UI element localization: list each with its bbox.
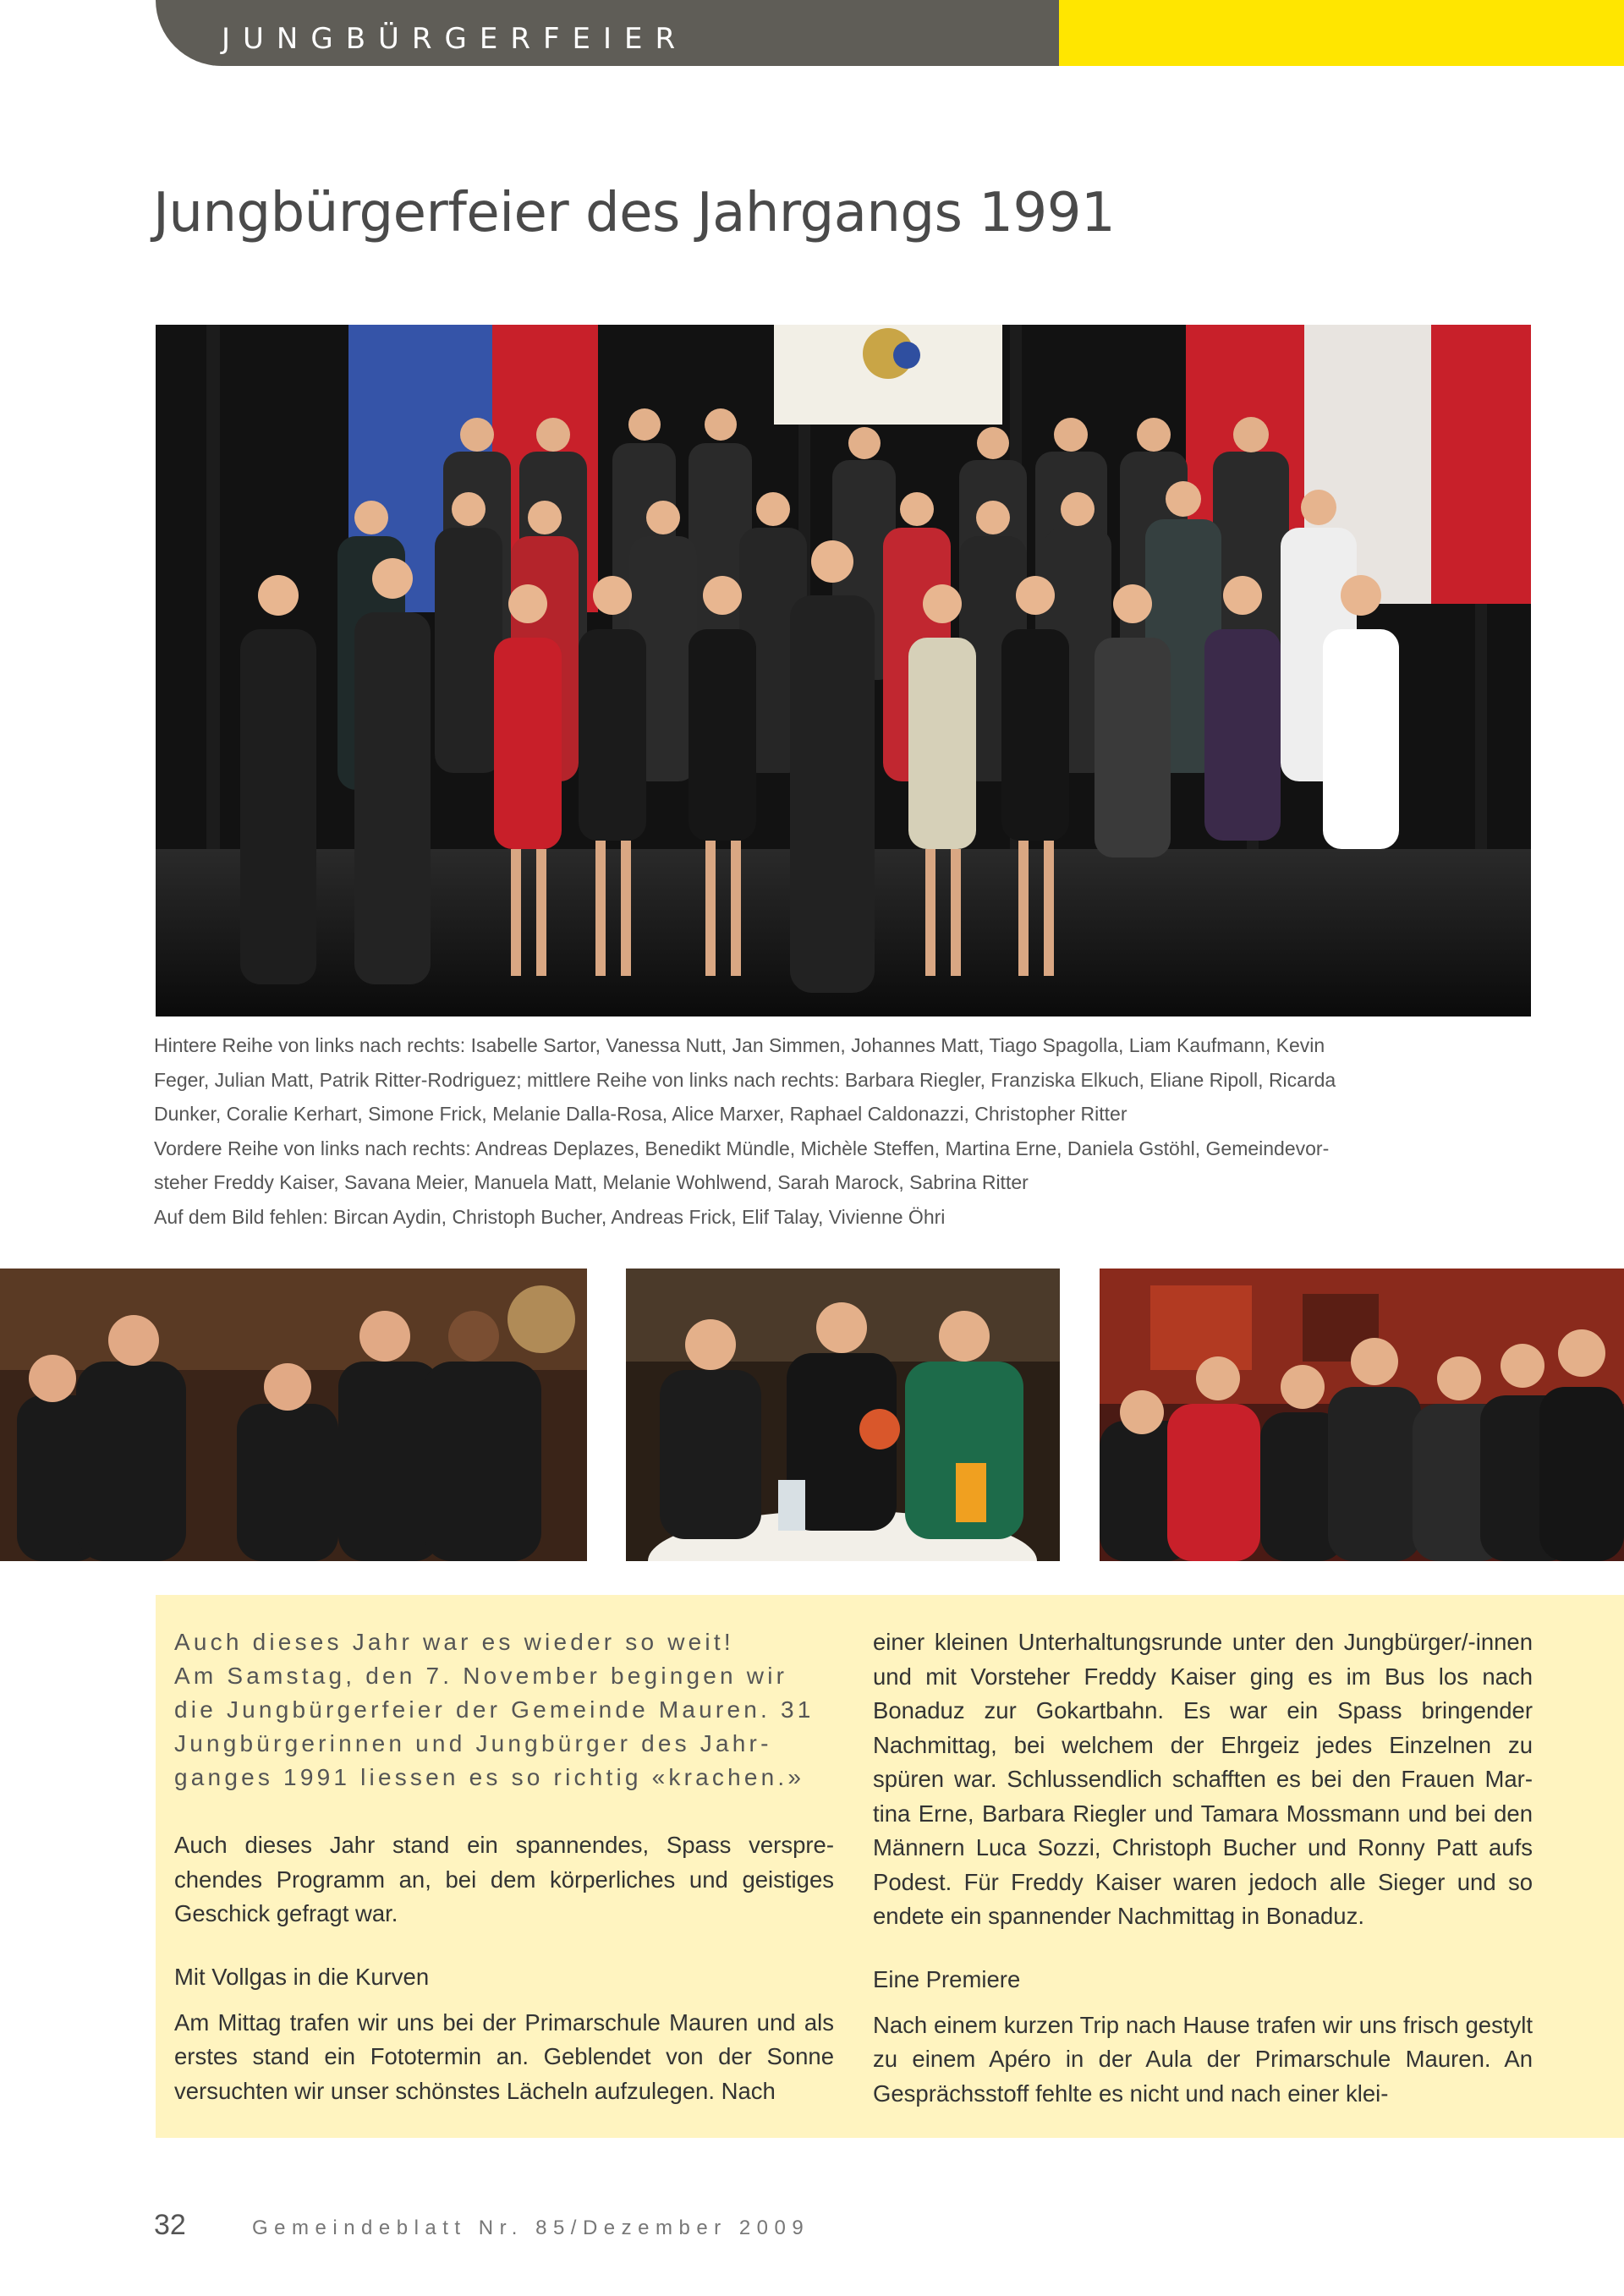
caption-line: steher Freddy Kaiser, Savana Meier, Manuela Matt, Melanie Wohlwend, Sarah Marock, Sabrina Ritter — [154, 1171, 1029, 1193]
event-photo-center — [626, 1269, 1060, 1561]
event-photo-center-illustration — [626, 1269, 1060, 1561]
lead-line: die Jungbürgerfeier der Gemeinde Mauren. 31 — [174, 1696, 815, 1723]
lead-line: Am Samstag, den 7. November begingen wir — [174, 1663, 788, 1689]
article-subheading: Mit Vollgas in die Kurven — [174, 1963, 430, 1990]
article-column-left — [174, 1625, 834, 2137]
caption-line: Feger, Julian Matt, Patrik Ritter-Rodriguez; mittlere Reihe von links nach rechts: Barbara Riegler, Franziska Elkuch, Eliane Ripoll, Ricarda — [154, 1068, 1336, 1091]
article-paragraph: einer kleinen Unterhaltungsrunde unter den Jungbürger/-innen und mit Vorsteher Freddy Kaiser ging es im Bus los nach Bonaduz zur Gokartbahn. Es war ein Spass bringender Nachmittag, bei welchem der Ehrgeiz jedes Einzelnen zu spüren war. Schlussendlich schafften es bei den Frauen Martina Erne, Barbara Riegler und Tamara Mossmann und bei den Männern Luca Sozzi, Christoph Bucher und Ronny Patt aufs Podest. Für Freddy Kaiser waren jedoch alle Sieger und so endete ein spannender Nachmittag in Bonaduz. — [873, 1629, 1533, 1929]
article-column-right — [873, 1625, 1533, 2140]
caption-line: Dunker, Coralie Kerhart, Simone Frick, Melanie Dalla-Rosa, Alice Marxer, Raphael Caldonazzi, Christopher Ritter — [154, 1103, 1127, 1125]
event-photo-left-illustration — [0, 1269, 587, 1561]
lead-line: Jungbürgerinnen und Jungbürger des Jahr- — [174, 1730, 772, 1756]
header-accent-bar — [1059, 0, 1624, 66]
caption-line: Hintere Reihe von links nach rechts: Isabelle Sartor, Vanessa Nutt, Jan Simmen, Johannes Matt, Tiago Spagolla, Liam Kaufmann, Kevin — [154, 1034, 1325, 1056]
event-photo-right-illustration — [1100, 1269, 1624, 1561]
page-title: Jungbürgerfeier des Jahrgangs 1991 — [153, 182, 1116, 244]
caption-line: Vordere Reihe von links nach rechts: Andreas Deplazes, Benedikt Mündle, Michèle Steffen, Martina Erne, Daniela Gstöhl, Gemeindevor- — [154, 1137, 1330, 1159]
publication-info: Gemeindeblatt Nr. 85/Dezember 2009 — [252, 2217, 810, 2239]
article-lead — [174, 1625, 834, 1795]
article-subheading: Eine Premiere — [873, 1965, 1021, 1992]
lead-line: Auch dieses Jahr war es wieder so weit! — [174, 1629, 734, 1655]
section-label: JUNGBÜRGERFEIER — [222, 22, 689, 56]
event-photo-left — [0, 1269, 587, 1561]
caption-line: Auf dem Bild fehlen: Bircan Aydin, Christoph Bucher, Andreas Frick, Elif Talay, Vivienne Öhri — [154, 1205, 946, 1228]
article-box — [156, 1595, 1624, 2138]
article-paragraph: Auch dieses Jahr stand ein spannendes, Spass versprechendes Programm an, bei dem körperliches und geistiges Geschick gefragt war. — [174, 1832, 834, 1926]
event-photo-right — [1100, 1269, 1624, 1561]
lead-line: ganges 1991 liessen es so richtig «krachen.» — [174, 1764, 805, 1790]
page-number: 32 — [154, 2209, 186, 2241]
article-paragraph: Nach einem kurzen Trip nach Hause trafen wir uns frisch gestylt zu einem Apéro in der Aula der Primarschule Mauren. An Gesprächsstoff fehlte es nicht und nach einer klei- — [873, 2011, 1533, 2107]
group-photo — [156, 325, 1531, 1016]
group-photo-illustration — [156, 325, 1531, 1016]
group-photo-caption — [154, 1028, 1372, 1234]
article-paragraph: Am Mittag trafen wir uns bei der Primarschule Mauren und als erstes stand ein Fototermin an. Geblendet von der Sonne versuchten wir unser schönstes Lächeln aufzulegen. Nach — [174, 2008, 834, 2104]
